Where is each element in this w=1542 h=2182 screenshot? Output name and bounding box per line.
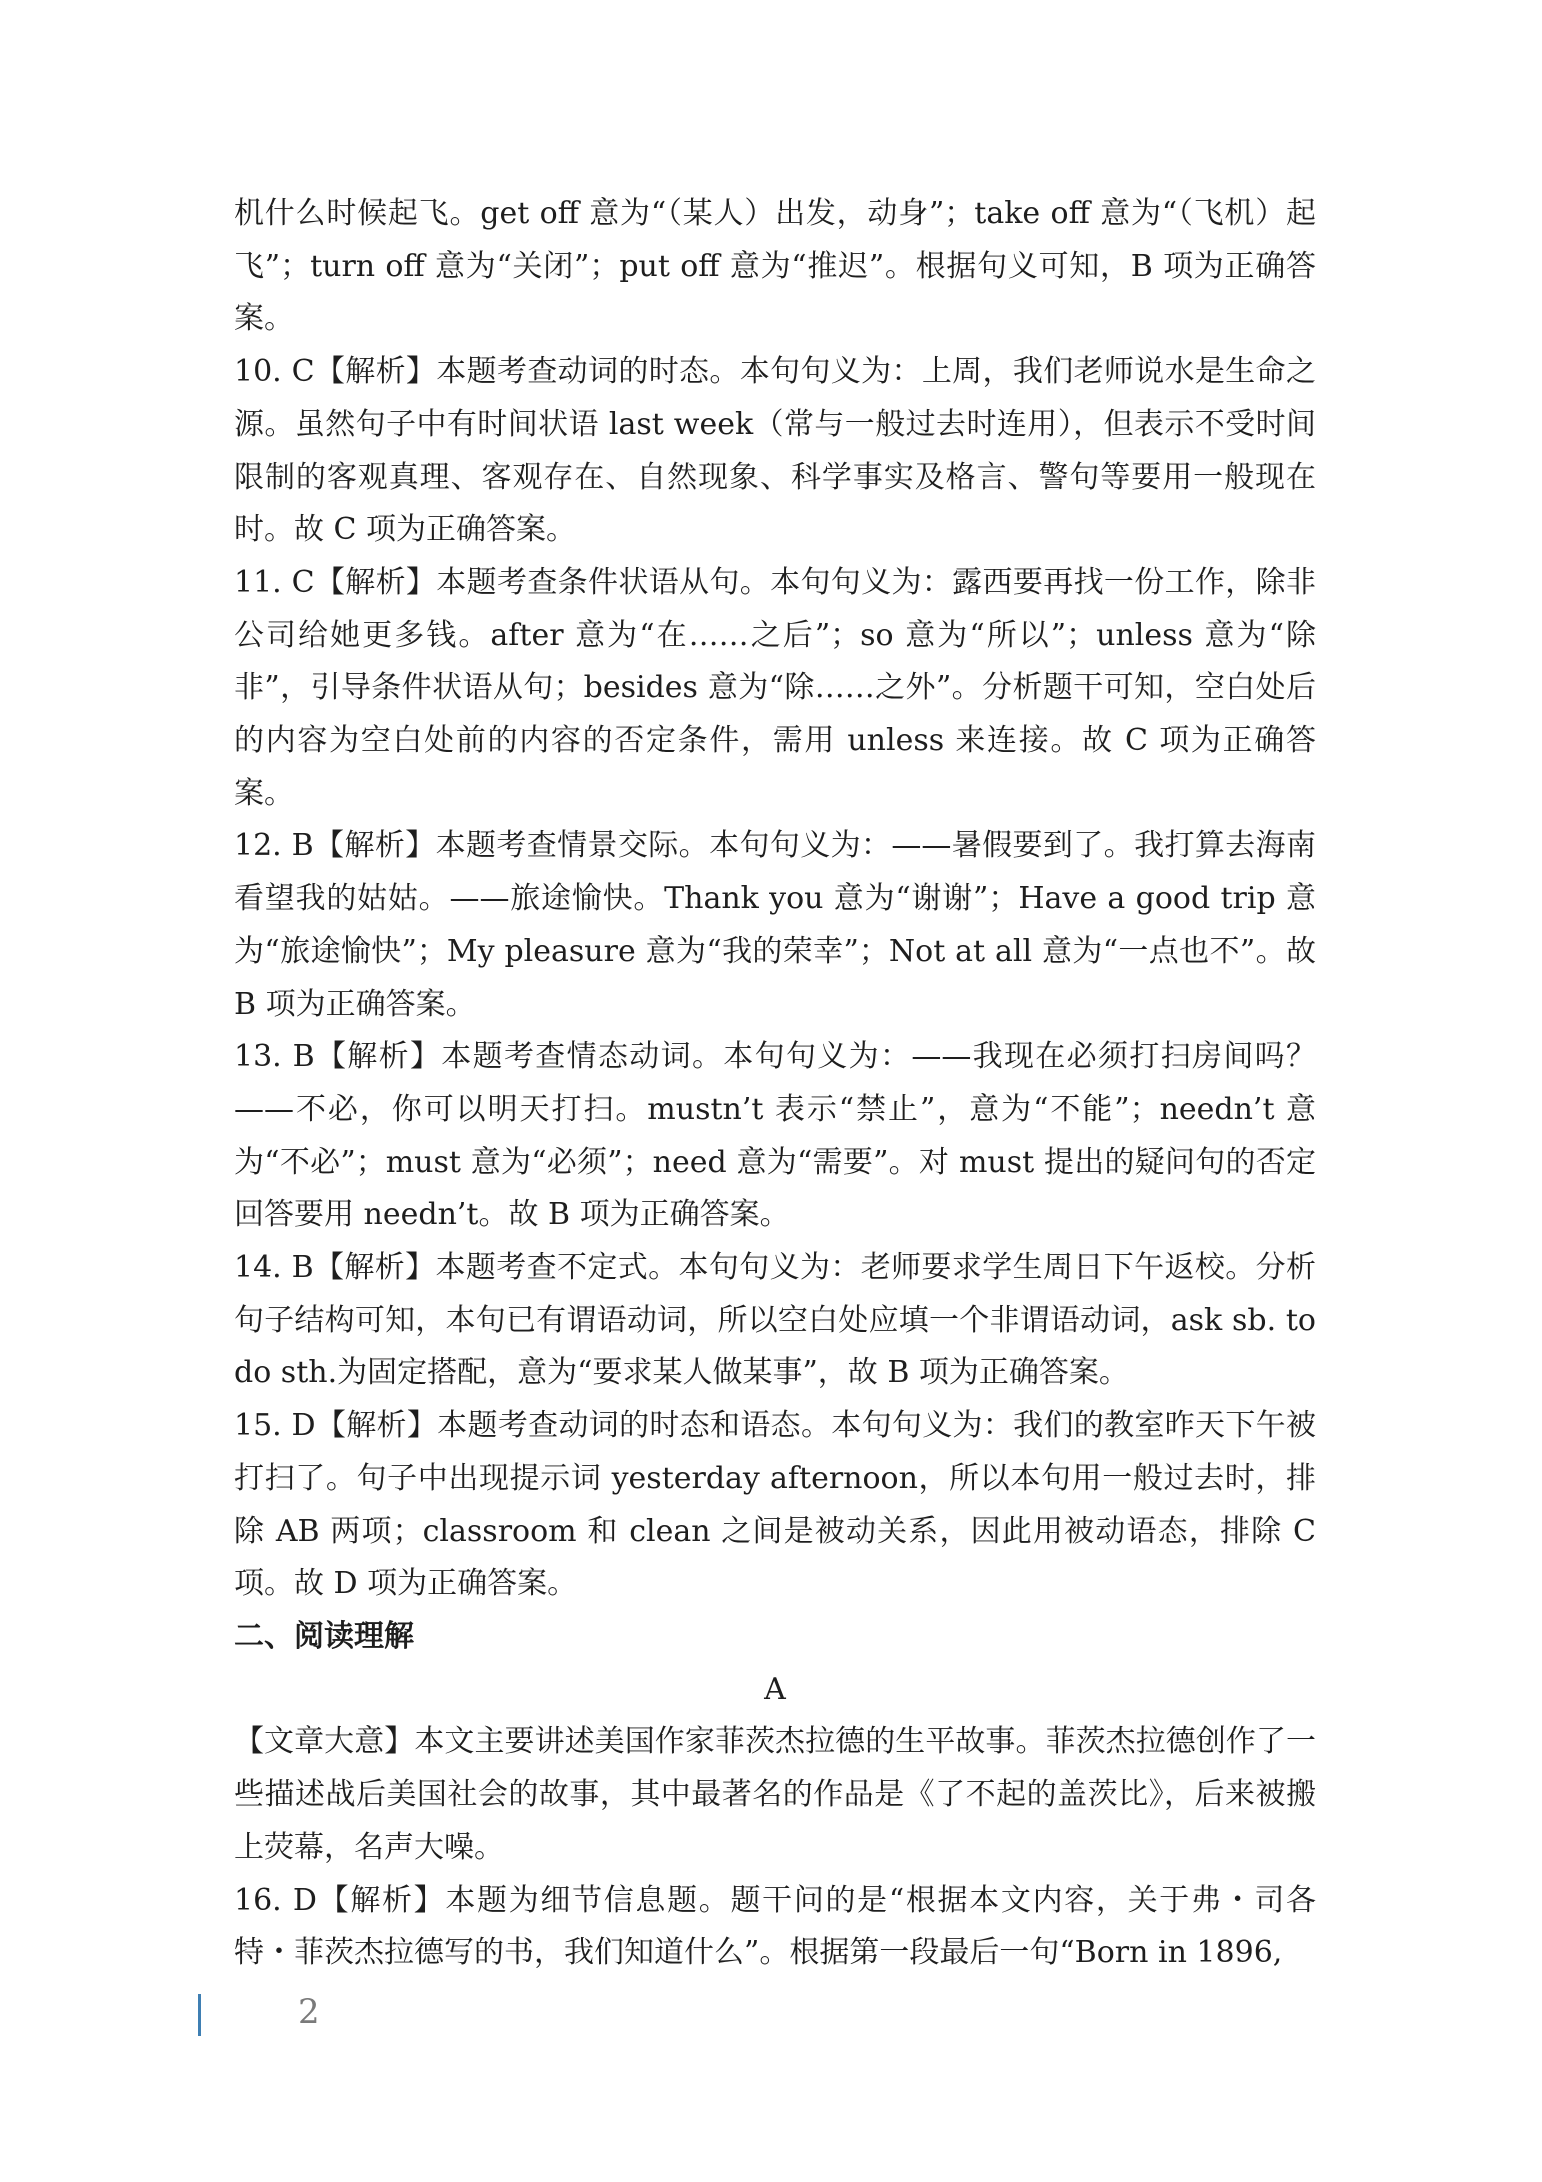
answer-10-explanation: 10. C【解析】本题考查动词的时态。本句句义为：上周，我们老师说水是生命之源。虽然句子中有时间状语 last week（常与一般过去时连用），但表示不受时间限制的客观真理、客观存在、自然现象、科学事实及格言、警句等要用一般现在时。故 C 项为正确答案。 [234,354,1316,548]
footer-accent-bar [198,1994,201,2036]
answer-13-explanation: 13. B【解析】本题考查情态动词。本句句义为：——我现在必须打扫房间吗？——不必，你可以明天打扫。mustn’t 表示“禁止”，意为“不能”；needn’t 意为“不必”；must 意为“必须”；need 意为“需要”。对 must 提出的疑问句的否定回答要用 needn’t。故 B 项为正确答案。 [234,1039,1316,1233]
answer-16-explanation: 16. D【解析】本题为细节信息题。题干问的是“根据本文内容，关于弗・司各特・菲茨杰拉德写的书，我们知道什么”。根据第一段最后一句“Born in 1896, [234,1882,1316,1971]
document-body [234,188,1316,1980]
answer-14-explanation: 14. B【解析】本题考查不定式。本句句义为：老师要求学生周日下午返校。分析句子结构可知，本句已有谓语动词，所以空白处应填一个非谓语动词，ask sb. to do sth.为固定搭配，意为“要求某人做某事”，故 B 项为正确答案。 [234,1250,1316,1391]
page-number: 2 [298,1992,320,2032]
passage-summary: 【文章大意】本文主要讲述美国作家菲茨杰拉德的生平故事。菲茨杰拉德创作了一些描述战后美国社会的故事，其中最著名的作品是《了不起的盖茨比》，后来被搬上荧幕，名声大噪。 [234,1724,1316,1865]
answer-15-explanation: 15. D【解析】本题考查动词的时态和语态。本句句义为：我们的教室昨天下午被打扫了。句子中出现提示词 yesterday afternoon，所以本句用一般过去时，排除 AB 两项；classroom 和 clean 之间是被动关系，因此用被动语态，排除 C 项。故 D 项为正确答案。 [234,1408,1316,1602]
passage-label: A [764,1671,786,1707]
answer-11-explanation: 11. C【解析】本题考查条件状语从句。本句句义为：露西要再找一份工作，除非公司给她更多钱。after 意为“在……之后”；so 意为“所以”；unless 意为“除非”，引导条件状语从句；besides 意为“除……之外”。分析题干可知，空白处后的内容为空白处前的内容的否定条件，需用 unless 来连接。故 C 项为正确答案。 [234,564,1316,811]
section-title-reading: 二、阅读理解 [234,1618,414,1654]
answer-12-explanation: 12. B【解析】本题考查情景交际。本句句义为：——暑假要到了。我打算去海南看望我的姑姑。——旅途愉快。Thank you 意为“谢谢”；Have a good trip 意为“旅途愉快”；My pleasure 意为“我的荣幸”；Not at all 意为“一点也不”。故 B 项为正确答案。 [234,828,1316,1022]
paragraph-continuation: 机什么时候起飞。get off 意为“（某人）出发，动身”；take off 意为“（飞机）起飞”；turn off 意为“关闭”；put off 意为“推迟”。根据句义可知，B 项为正确答案。 [234,196,1316,337]
